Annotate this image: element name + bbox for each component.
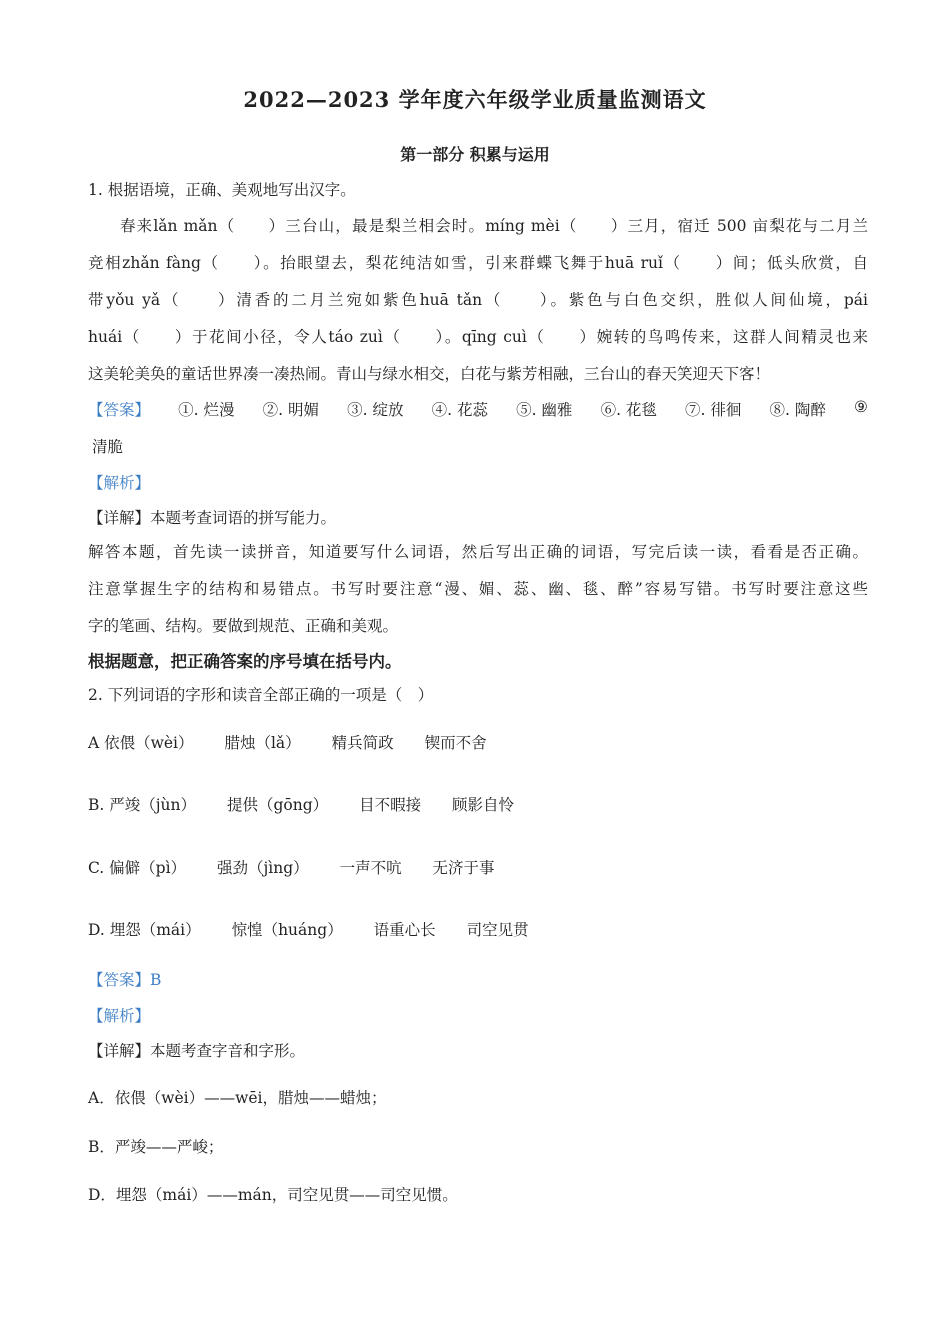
- note-line: D．埋怨（mái）——mán，司空见贯——司空见惯。: [88, 1186, 458, 1204]
- q2-option-d: [88, 918, 868, 940]
- option-word: 顾影自怜: [452, 796, 515, 814]
- option-word: 语重心长: [373, 921, 436, 939]
- analysis-label: 【解析】: [88, 1007, 151, 1025]
- q1-answer-row: [88, 398, 868, 420]
- note-line: B．严竣——严峻；: [88, 1138, 224, 1156]
- analysis-label: 【解析】: [88, 474, 151, 492]
- q2-option-c: [88, 856, 868, 878]
- answer-item: ⑧. 陶醉: [769, 401, 826, 419]
- q1-passage-line: 带yǒu yǎ（ ）清香的二月兰宛如紫色huā tǎn（ ）。紫色与白色交织，胜似人间仙境，pái: [88, 291, 868, 309]
- answer-label: 【答案】: [88, 401, 151, 419]
- page-title: 2022—2023 学年度六年级学业质量监测语文: [243, 87, 707, 112]
- note-line: A．依偎（wèi）——wēi，腊烛——蜡烛；: [88, 1089, 387, 1107]
- option-word: A 依偎（wèi）: [88, 734, 194, 752]
- option-word: 惊惶（huáng）: [231, 921, 343, 939]
- answer-item: ④. 花蕊: [431, 401, 488, 419]
- option-word: D. 埋怨（mái）: [88, 921, 201, 939]
- answer-item: ①. 烂漫: [178, 401, 235, 419]
- section-heading: 第一部分 积累与运用: [400, 145, 550, 164]
- option-word: 锲而不舍: [424, 734, 487, 752]
- option-word: 目不暇接: [359, 796, 422, 814]
- answer-item: ⑦. 徘徊: [685, 401, 742, 419]
- option-word: 强劲（jìng）: [216, 859, 309, 877]
- detail-text: 【详解】本题考查词语的拼写能力。: [88, 509, 337, 527]
- answer-item: ⑥. 花毯: [600, 401, 657, 419]
- q2-option-b: [88, 793, 868, 815]
- section-instruction: 根据题意，把正确答案的序号填在括号内。: [88, 652, 402, 671]
- option-word: 提供（gōng）: [226, 796, 329, 814]
- answer-item: ⑤. 幽雅: [516, 401, 573, 419]
- option-word: 一声不吭: [339, 859, 402, 877]
- answer-item: 清脆: [92, 438, 124, 456]
- option-word: C. 偏僻（pì）: [88, 859, 187, 877]
- option-word: 精兵简政: [331, 734, 394, 752]
- option-word: 腊烛（lǎ）: [224, 734, 301, 752]
- q2-stem: 2. 下列词语的字形和读音全部正确的一项是（ ）: [88, 686, 434, 704]
- q2-option-a: [88, 731, 868, 753]
- detail-text: 【详解】本题考查字音和字形。: [88, 1042, 306, 1060]
- q1-stem: 1. 根据语境，正确、美观地写出汉字。: [88, 181, 356, 199]
- q1-passage-line: 春来lǎn mǎn（ ）三台山，最是梨兰相会时。míng mèi（ ）三月，宿迁 500 亩梨花与二月兰: [120, 217, 868, 235]
- answer-item: ③. 绽放: [347, 401, 404, 419]
- explain-line: 注意掌握生字的结构和易错点。书写时要注意“漫、媚、蕊、幽、毯、醉”容易写错。书写时要注意这些: [88, 580, 868, 598]
- q1-passage-line: 竞相zhǎn fàng（ ）。抬眼望去，梨花纯洁如雪，引来群蝶飞舞于huā ruǐ（ ）间；低头欣赏，自: [88, 254, 868, 272]
- answer-item: ⑨: [854, 398, 868, 416]
- q2-answer: 【答案】B: [88, 971, 162, 989]
- answer-item: ②. 明媚: [262, 401, 319, 419]
- option-word: 司空见贯: [466, 921, 529, 939]
- option-word: 无济于事: [432, 859, 495, 877]
- explain-line: 解答本题，首先读一读拼音，知道要写什么词语，然后写出正确的词语，写完后读一读，看看是否正确。: [88, 543, 868, 561]
- option-word: B. 严竣（jùn）: [88, 796, 197, 814]
- q1-passage-line: 这美轮美奂的童话世界凑一凑热闹。青山与绿水相交，白花与紫芳相融，三台山的春天笑迎天下客！: [88, 365, 771, 383]
- q1-passage-line: huái（ ）于花间小径，令人táo zuì（ ）。qīng cuì（ ）婉转的鸟鸣传来，这群人间精灵也来: [88, 328, 868, 346]
- explain-line: 字的笔画、结构。要做到规范、正确和美观。: [88, 617, 399, 635]
